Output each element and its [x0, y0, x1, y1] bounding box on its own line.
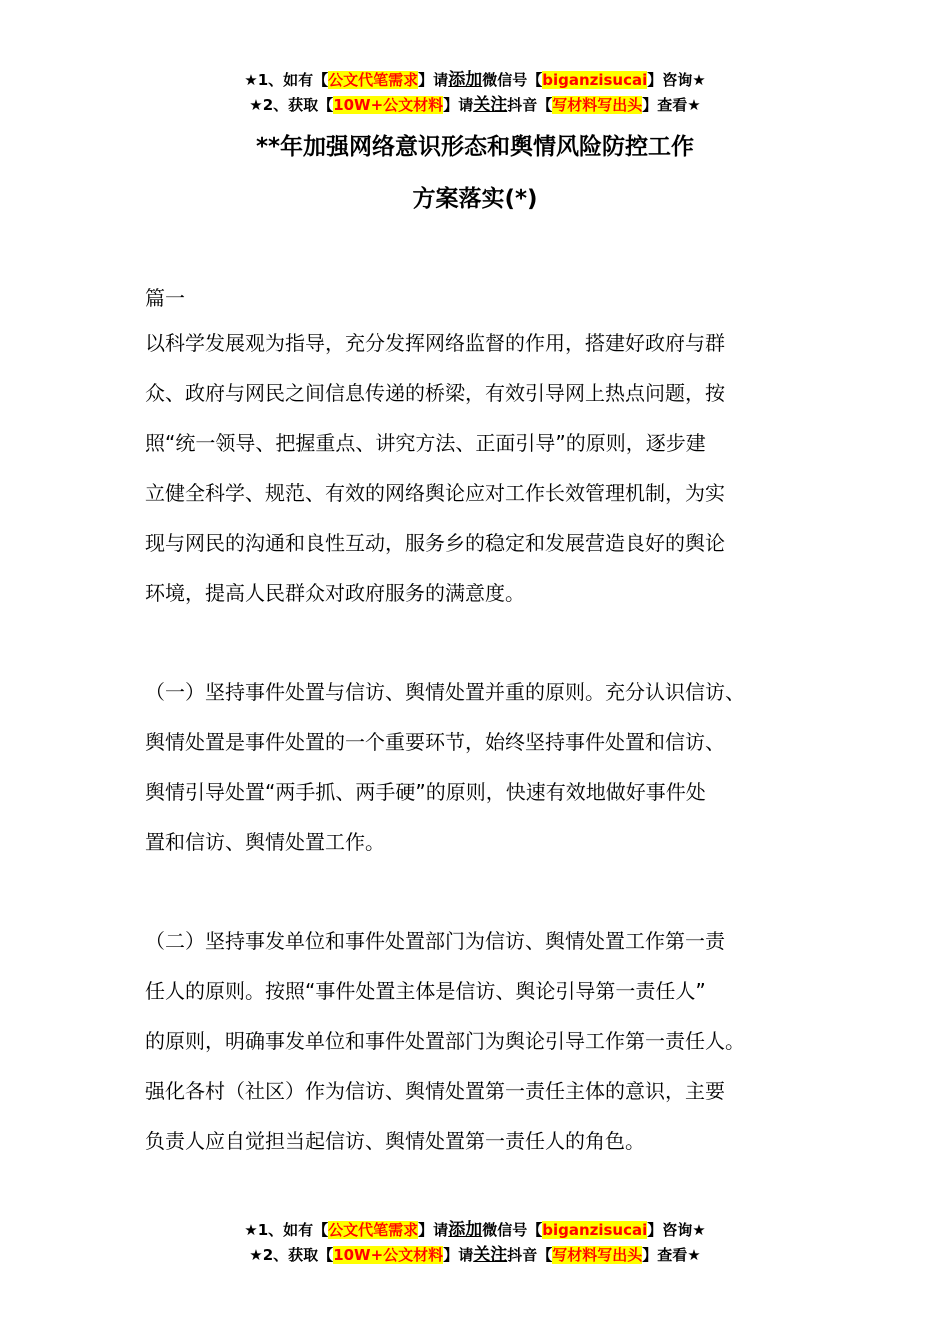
- section-heading: 篇一: [145, 286, 185, 310]
- text-line: 任人的原则。按照“事件处置主体是信访、舆论引导第一责任人”: [145, 979, 706, 1003]
- text-line: 负责人应自觉担当起信访、舆情处置第一责任人的角色。: [145, 1129, 645, 1153]
- text-line: 照“统一领导、把握重点、讲究方法、正面引导”的原则，逐步建: [145, 431, 706, 455]
- banner-text: 】查看★: [642, 1246, 701, 1264]
- banner-text: ★1、如有【: [244, 1221, 329, 1239]
- banner-text: 】请: [443, 1246, 474, 1264]
- banner-highlight: 公文代笔需求: [328, 71, 419, 89]
- text-line: 舆情引导处置“两手抓、两手硬”的原则，快速有效地做好事件处: [145, 780, 706, 804]
- top-banner-line-2: [0, 93, 950, 117]
- banner-douyin-id: 写材料写出头: [552, 1246, 643, 1264]
- banner-highlight: 公文代笔需求: [328, 1221, 419, 1239]
- banner-underline: 添加: [448, 70, 483, 90]
- text-line: 置和信访、舆情处置工作。: [145, 830, 385, 854]
- banner-underline: 添加: [448, 1220, 483, 1240]
- banner-text: 抖音【: [507, 96, 553, 114]
- page-title-line-2: 方案落实(*): [412, 186, 538, 212]
- page-title-line-1: **年加强网络意识形态和舆情风险防控工作: [255, 134, 695, 160]
- paragraph-1: [145, 318, 835, 618]
- banner-text: 微信号【: [482, 71, 543, 89]
- text-line: 立健全科学、规范、有效的网络舆论应对工作长效管理机制，为实: [145, 481, 725, 505]
- banner-text: 微信号【: [482, 1221, 543, 1239]
- banner-text: 】请: [418, 1221, 449, 1239]
- banner-text: 抖音【: [507, 1246, 553, 1264]
- paragraph-3: [145, 916, 835, 1166]
- banner-text: ★2、获取【: [249, 96, 334, 114]
- banner-text: ★1、如有【: [244, 71, 329, 89]
- banner-text: 】咨询★: [647, 1221, 706, 1239]
- bottom-banner-line-2: [0, 1243, 950, 1267]
- banner-highlight: 10W+公文材料: [333, 96, 444, 114]
- text-line: 现与网民的沟通和良性互动，服务乡的稳定和发展营造良好的舆论: [145, 531, 725, 555]
- banner-text: ★2、获取【: [249, 1246, 334, 1264]
- banner-douyin-id: 写材料写出头: [552, 96, 643, 114]
- text-line: 的原则，明确事发单位和事件处置部门为舆论引导工作第一责任人。: [145, 1029, 745, 1053]
- paragraph-2: [145, 667, 835, 867]
- banner-text: 】咨询★: [647, 71, 706, 89]
- text-line: 众、政府与网民之间信息传递的桥梁，有效引导网上热点问题，按: [145, 381, 725, 405]
- banner-text: 】请: [418, 71, 449, 89]
- banner-wechat-id: biganzisucai: [542, 71, 648, 89]
- text-line: 强化各村（社区）作为信访、舆情处置第一责任主体的意识，主要: [145, 1079, 725, 1103]
- banner-underline: 关注: [473, 95, 508, 115]
- text-line: 以科学发展观为指导，充分发挥网络监督的作用，搭建好政府与群: [145, 331, 725, 355]
- banner-underline: 关注: [473, 1245, 508, 1265]
- banner-wechat-id: biganzisucai: [542, 1221, 648, 1239]
- top-banner-line-1: [0, 68, 950, 92]
- text-line: 环境，提高人民群众对政府服务的满意度。: [145, 581, 525, 605]
- text-line: （一）坚持事件处置与信访、舆情处置并重的原则。充分认识信访、: [145, 680, 745, 704]
- banner-highlight: 10W+公文材料: [333, 1246, 444, 1264]
- banner-text: 】请: [443, 96, 474, 114]
- text-line: （二）坚持事发单位和事件处置部门为信访、舆情处置工作第一责: [145, 929, 725, 953]
- banner-text: 】查看★: [642, 96, 701, 114]
- text-line: 舆情处置是事件处置的一个重要环节，始终坚持事件处置和信访、: [145, 730, 725, 754]
- bottom-banner-line-1: [0, 1218, 950, 1242]
